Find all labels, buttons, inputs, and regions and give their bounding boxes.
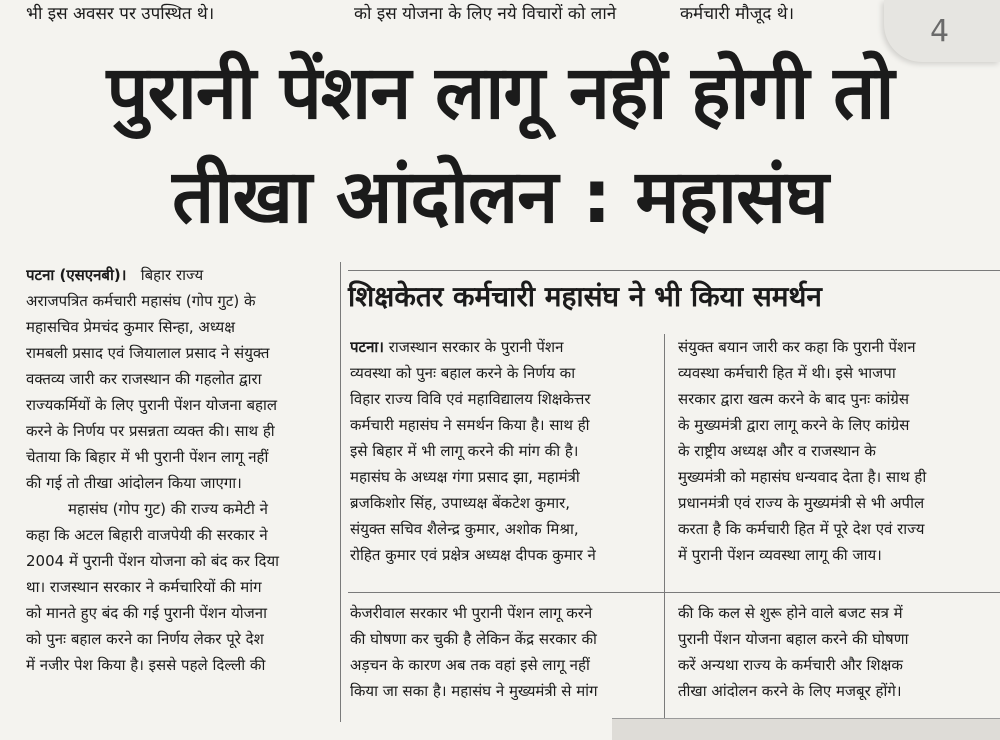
story2-b-line-0: संयुक्त बयान जारी कर कहा कि पुरानी पेंशन — [678, 338, 916, 356]
story1-line-14: को पुनः बहाल करने का निर्णय लेकर पूरे देश — [26, 630, 264, 648]
story1-line-13: को मानते हुए बंद की गई पुरानी पेंशन योजना — [26, 604, 268, 622]
story1-cont-b-line-2: करें अन्यथा राज्य के कर्मचारी और शिक्षक — [678, 656, 903, 674]
story1-continued-column-b — [678, 600, 978, 704]
story1-cont-b-line-0: की कि कल से शुरू होने वाले बजट सत्र में — [678, 604, 903, 622]
story2-a-line-7: संयुक्त सचिव शैलेन्द्र कुमार, अशोक मिश्रा, — [350, 520, 579, 538]
page-number: 4 — [930, 14, 950, 49]
story1-cont-a-line-2: अड़चन के कारण अब तक वहां इसे लागू नहीं — [350, 656, 590, 674]
story1-line-7: चेताया कि बिहार में भी पुरानी पेंशन लागू नहीं — [26, 448, 269, 466]
top-snippet-left: भी इस अवसर पर उपस्थित थे। — [26, 4, 215, 24]
headline-line-2: तीखा आंदोलन : महासंघ — [172, 154, 828, 240]
story2-column-a — [350, 334, 650, 568]
story2-b-line-8: में पुरानी पेंशन व्यवस्था लागू की जाय। — [678, 546, 882, 564]
story2-b-line-5: मुख्यमंत्री को महासंघ धन्यवाद देता है। साथ ही — [678, 468, 927, 486]
column-divider-1 — [340, 262, 341, 722]
story2-a-line-3: कर्मचारी महासंघ ने समर्थन किया है। साथ ही — [350, 416, 590, 434]
story2-b-line-4: के राष्ट्रीय अध्यक्ष और व राजस्थान के — [678, 442, 876, 460]
story2-a-line-2: विहार राज्य विवि एवं महाविद्यालय शिक्षकेत्तर — [350, 390, 591, 408]
story2-column-b — [678, 334, 978, 568]
story2-b-line-7: करता है कि कर्मचारी हित में पूरे देश एवं राज्य — [678, 520, 925, 538]
story2-a-line-4: इसे बिहार में भी लागू करने की मांग की है। — [350, 442, 579, 460]
story1-line-15: में नजीर पेश किया है। इससे पहले दिल्ली की — [26, 656, 266, 674]
story2-a-line-1: व्यवस्था को पुनः बहाल करने के निर्णय का — [350, 364, 576, 382]
story1-line-9: महासंघ (गोप गुट) की राज्य कमेटी ने — [68, 500, 268, 518]
top-snippet-right: कर्मचारी मौजूद थे। — [680, 4, 795, 24]
story-separator-rule — [348, 592, 1000, 593]
story1-cont-a-line-3: किया जा सका है। महासंघ ने मुख्यमंत्री से मांग — [350, 682, 598, 700]
story1-line-8: की गई तो तीखा आंदोलन किया जाएगा। — [26, 474, 242, 492]
story1-cont-a-line-0: केजरीवाल सरकार भी पुरानी पेंशन लागू करने — [350, 604, 593, 622]
story2-b-line-2: सरकार द्वारा खत्म करने के बाद पुनः कांग्रेस — [678, 390, 909, 408]
story1-continued-column-a — [350, 600, 650, 704]
story2-b-line-1: व्यवस्था कर्मचारी हित में थी। इसे भाजपा — [678, 364, 896, 382]
story1-line-6: करने के निर्णय पर प्रसन्नता व्यक्त की। साथ ही — [26, 422, 275, 440]
story2-a-line-5: महासंघ के अध्यक्ष गंगा प्रसाद झा, महामंत्री — [350, 468, 580, 486]
story1-line-1: अराजपत्रित कर्मचारी महासंघ (गोप गुट) के — [26, 292, 256, 310]
story2-dateline: पटना। — [350, 338, 384, 356]
story2-a-line-6: ब्रजकिशोर सिंह, उपाध्यक्ष बेंकटेश कुमार, — [350, 494, 570, 512]
story1-line-2: महासचिव प्रेमचंद कुमार सिन्हा, अध्यक्ष — [26, 318, 235, 336]
story1-line-4: वक्तव्य जारी कर राजस्थान की गहलोत द्वारा — [26, 370, 262, 388]
story2-headline: शिक्षकेतर कर्मचारी महासंघ ने भी किया समर्थन — [348, 280, 822, 313]
story2-a-line-0 — [350, 334, 650, 360]
story1-line-10: कहा कि अटल बिहारी वाजपेयी की सरकार ने — [26, 526, 268, 544]
column-divider-2 — [664, 334, 665, 722]
bottom-cutoff-box — [612, 718, 1000, 740]
story1-line-3: रामबली प्रसाद एवं जियालाल प्रसाद ने संयुक्त — [26, 344, 270, 362]
story1-cont-a-line-1: की घोषणा कर चुकी है लेकिन केंद्र सरकार की — [350, 630, 597, 648]
story1-line-0 — [26, 262, 332, 288]
story1-line-0-text: बिहार राज्य — [140, 266, 204, 284]
story2-b-line-6: प्रधानमंत्री एवं राज्य के मुख्यमंत्री से भी अपील — [678, 494, 925, 512]
story1-dateline: पटना (एसएनबी)। — [26, 266, 127, 284]
subhead-top-rule — [348, 270, 1000, 271]
story1-line-12: था। राजस्थान सरकार ने कर्मचारियों की मांग — [26, 578, 262, 596]
story1-cont-b-line-1: पुरानी पेंशन योजना बहाल करने की घोषणा — [678, 630, 909, 648]
story2-b-line-3: के मुख्यमंत्री द्वारा लागू करने के लिए कांग्रेस — [678, 416, 910, 434]
story1-cont-b-line-3: तीखा आंदोलन करने के लिए मजबूर होंगे। — [678, 682, 902, 700]
story1-column — [26, 262, 332, 678]
story2-a-line-8: रोहित कुमार एवं प्रक्षेत्र अध्यक्ष दीपक कुमार ने — [350, 546, 596, 564]
top-snippet-middle: को इस योजना के लिए नये विचारों को लाने — [354, 4, 617, 24]
story2-a-line-0-text: राजस्थान सरकार के पुरानी पेंशन — [388, 338, 564, 356]
story1-line-5: राज्यकर्मियों के लिए पुरानी पेंशन योजना बहाल — [26, 396, 278, 414]
headline-line-1: पुरानी पेंशन लागू नहीं होगी तो — [106, 50, 894, 136]
story1-line-11: 2004 में पुरानी पेंशन योजना को बंद कर दिया — [26, 552, 280, 570]
